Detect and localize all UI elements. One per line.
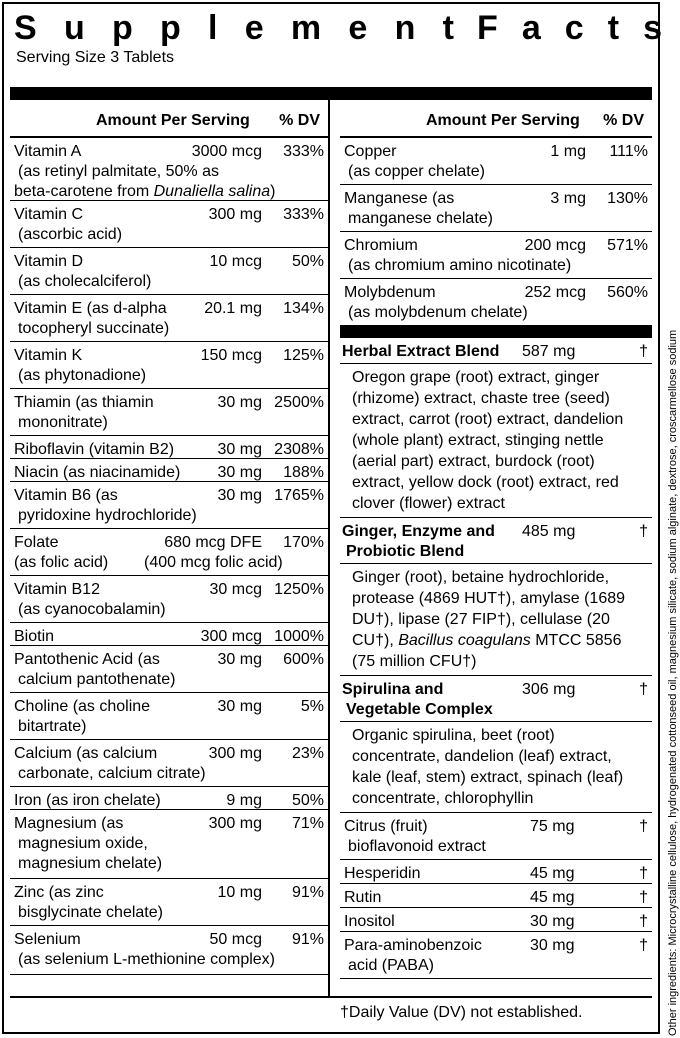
amount-header: Amount Per Serving	[426, 112, 580, 129]
ingredient-amount: 30 mg	[530, 937, 575, 954]
title-letter: m	[290, 9, 322, 47]
nutrient-source	[14, 182, 275, 202]
nutrient-source: carbonate, calcium citrate)	[18, 765, 206, 782]
nutrient-name: Biotin	[14, 628, 55, 645]
bottom-rule	[10, 996, 652, 998]
nutrient-name: Selenium	[14, 931, 81, 948]
ingredient-row	[340, 884, 652, 908]
ingredient-row	[340, 908, 652, 932]
nutrient-name: Manganese (as	[344, 190, 455, 207]
nutrient-dv: 1000%	[274, 628, 324, 645]
ingredient-line: (rhizome) extract, chaste tree (seed)	[352, 390, 610, 407]
nutrient-source: (as copper chelate)	[348, 163, 485, 180]
nutrient-name: Vitamin B12	[14, 581, 100, 598]
title-letter: c	[564, 9, 584, 47]
dv-header: % DV	[279, 112, 320, 129]
nutrient-amount: 300 mg	[208, 815, 262, 832]
nutrient-amount: 30 mg	[217, 394, 262, 411]
other-ingredients: Other ingredients: Microcrystalline cellulose, hydrogenated cottonseed oil, magnesium silicate, sodium alginate, dextrose, croscarmellose sodium	[667, 329, 679, 1036]
nutrient-dv: 571%	[607, 237, 648, 254]
nutrient-source: manganese chelate)	[348, 210, 493, 227]
nutrient-dv: 188%	[283, 464, 324, 481]
nutrient-row	[10, 138, 328, 201]
nutrient-amount: 9 mg	[226, 792, 262, 809]
blend-dv: †	[639, 681, 648, 698]
nutrient-amount: 300 mg	[208, 206, 262, 223]
blend-dv: †	[639, 343, 648, 360]
nutrient-dv: 134%	[283, 300, 324, 317]
left-column	[10, 100, 330, 998]
ingredient-name: Citrus (fruit)	[344, 818, 428, 835]
nutrient-name: Copper	[344, 143, 397, 160]
ingredient-line: concentrate, chlorophyllin	[352, 790, 534, 807]
nutrient-dv: 50%	[291, 253, 324, 270]
footnote: †Daily Value (DV) not established.	[340, 1004, 583, 1021]
title-word-1	[14, 8, 454, 48]
dv-header: % DV	[603, 112, 644, 129]
title-letter: S	[14, 9, 37, 47]
title-letter: t	[607, 9, 620, 47]
title-letter: e	[348, 9, 368, 47]
nutrient-dv: 1250%	[274, 581, 324, 598]
blend-ingredients	[340, 564, 652, 676]
ingredient-line: (whole plant) extract, stinging nettle	[352, 432, 604, 449]
ingredient-text: CU†),	[352, 632, 399, 649]
ingredient-line	[352, 630, 652, 651]
nutrient-dv: 71%	[291, 815, 324, 832]
title-letter: n	[394, 9, 416, 47]
nutrient-row	[10, 389, 328, 436]
panel-title	[14, 8, 662, 48]
nutrient-dv: 23%	[291, 745, 324, 762]
nutrient-row	[10, 926, 328, 975]
nutrient-name: Iron (as iron chelate)	[14, 792, 161, 809]
ingredient-dv: †	[639, 865, 648, 882]
nutrient-row	[10, 646, 328, 693]
nutrient-amount: 30 mg	[217, 441, 262, 458]
nutrient-dv: 560%	[607, 284, 648, 301]
nutrient-source-detail: (400 mcg folic acid)	[144, 554, 283, 571]
ingredient-text: MTCC 5856	[530, 632, 622, 649]
nutrient-name: Pantothenic Acid (as	[14, 651, 160, 668]
nutrient-row	[10, 459, 328, 482]
nutrient-amount: 30 mcg	[209, 581, 262, 598]
nutrient-source: (as phytonadione)	[18, 367, 147, 384]
nutrient-row	[340, 185, 652, 232]
nutrient-amount: 50 mcg	[209, 931, 262, 948]
nutrient-name: Vitamin E (as d-alpha	[14, 300, 167, 317]
blend-header	[340, 676, 652, 722]
nutrient-dv: 91%	[291, 931, 324, 948]
blend-header	[340, 338, 652, 364]
nutrient-name: Riboflavin (vitamin B2)	[14, 441, 175, 458]
left-column-header	[10, 100, 328, 138]
nutrient-amount: 150 mcg	[200, 347, 262, 364]
nutrient-row	[340, 279, 652, 326]
ingredient-name: Rutin	[344, 889, 382, 906]
nutrient-amount: 3 mg	[550, 190, 586, 207]
nutrient-source: (as cholecalciferol)	[18, 273, 152, 290]
serving-size: Serving Size 3 Tablets	[16, 49, 175, 66]
nutrient-source: magnesium chelate)	[18, 855, 163, 872]
nutrient-name: Vitamin B6 (as	[14, 487, 118, 504]
blend-name: Vegetable Complex	[346, 701, 493, 718]
top-rule	[10, 87, 652, 100]
nutrient-row	[10, 623, 328, 646]
nutrient-amount: 300 mcg	[200, 628, 262, 645]
ingredient-row	[340, 932, 652, 979]
ingredient-amount: 45 mg	[530, 889, 575, 906]
ingredient-row	[340, 860, 652, 884]
title-letter: e	[244, 9, 264, 47]
blend-amount: 485 mg	[522, 523, 576, 540]
nutrient-source: (ascorbic acid)	[18, 226, 123, 243]
blend-ingredients	[340, 364, 652, 518]
ingredient-source: acid (PABA)	[348, 957, 434, 974]
nutrient-name: Molybdenum	[344, 284, 436, 301]
title-letter: s	[643, 9, 662, 47]
title-letter: l	[208, 9, 218, 47]
nutrient-source: (as chromium amino nicotinate)	[348, 257, 572, 274]
ingredient-line: Ginger (root), betaine hydrochloride,	[352, 569, 610, 586]
nutrient-amount: 30 mg	[217, 487, 262, 504]
title-letter: F	[477, 9, 498, 47]
nutrient-source: (as molybdenum chelate)	[348, 304, 528, 321]
ingredient-line: extract, carrot (root) extract, dandelion	[352, 411, 624, 428]
ingredient-line: Oregon grape (root) extract, ginger	[352, 369, 600, 386]
blend-header	[340, 518, 652, 564]
nutrient-amount: 10 mcg	[209, 253, 262, 270]
nutrient-name: Vitamin A	[14, 143, 82, 160]
nutrient-dv: 111%	[609, 143, 648, 160]
nutrient-row	[10, 342, 328, 389]
nutrient-row	[10, 576, 328, 623]
nutrient-amount: 30 mg	[217, 464, 262, 481]
nutrient-name: Folate	[14, 534, 59, 551]
nutrient-dv: 1765%	[274, 487, 324, 504]
nutrient-row	[10, 787, 328, 810]
title-word-2	[477, 8, 662, 48]
nutrient-dv: 170%	[283, 534, 324, 551]
nutrient-row	[10, 879, 328, 926]
nutrient-source: magnesium oxide,	[18, 835, 148, 852]
nutrient-dv: 2500%	[274, 394, 324, 411]
nutrient-row	[10, 810, 328, 879]
nutrient-name: Vitamin D	[14, 253, 84, 270]
nutrient-source: (as retinyl palmitate, 50% as	[18, 163, 219, 180]
nutrient-amount: 200 mcg	[524, 237, 586, 254]
nutrient-amount: 680 mcg DFE	[164, 534, 262, 551]
nutrient-source: (as selenium L-methionine complex)	[18, 951, 275, 968]
nutrient-amount: 10 mg	[217, 884, 262, 901]
ingredient-line: protease (4869 HUT†), amylase (1689	[352, 590, 626, 607]
nutrient-name: Chromium	[344, 237, 418, 254]
blend-separator-bar	[340, 326, 652, 338]
blend-name: Probiotic Blend	[346, 543, 465, 560]
ingredient-name: Inositol	[344, 913, 395, 930]
nutrient-row	[10, 482, 328, 529]
nutrient-source: (as folic acid)	[14, 554, 109, 571]
ingredient-line: clover (flower) extract	[352, 495, 505, 512]
ingredient-dv: †	[639, 937, 648, 954]
nutrient-source: bisglycinate chelate)	[18, 904, 163, 921]
nutrient-row	[10, 436, 328, 459]
ingredient-line: Organic spirulina, beet (root)	[352, 727, 555, 744]
title-letter: u	[63, 9, 85, 47]
nutrient-name: Zinc (as zinc	[14, 884, 104, 901]
title-letter: a	[521, 9, 541, 47]
nutrient-row	[10, 201, 328, 248]
blend-ingredients	[340, 722, 652, 813]
nutrient-row	[340, 138, 652, 185]
nutrient-name: Calcium (as calcium	[14, 745, 158, 762]
ingredient-name: Hesperidin	[344, 865, 421, 882]
nutrient-dv: 125%	[283, 347, 324, 364]
blend-name: Herbal Extract Blend	[342, 343, 500, 360]
nutrient-dv: 5%	[300, 698, 324, 715]
nutrient-amount: 300 mg	[208, 745, 262, 762]
nutrient-row	[340, 232, 652, 279]
ingredient-dv: †	[639, 818, 648, 835]
nutrient-amount: 1 mg	[550, 143, 586, 160]
species-name: Dunaliella salina	[153, 183, 271, 200]
nutrient-dv: 50%	[291, 792, 324, 809]
nutrient-dv: 333%	[283, 206, 324, 223]
nutrient-source: tocopheryl succinate)	[18, 320, 170, 337]
nutrient-dv: 91%	[291, 884, 324, 901]
ingredient-line: DU†), lipase (27 FIP†), cellulase (20	[352, 611, 610, 628]
nutrient-name: Vitamin K	[14, 347, 83, 364]
nutrient-row	[10, 295, 328, 342]
nutrient-source: pyridoxine hydrochloride)	[18, 507, 197, 524]
nutrient-name: Vitamin C	[14, 206, 84, 223]
blend-amount: 587 mg	[522, 343, 576, 360]
nutrient-dv: 130%	[607, 190, 648, 207]
nutrient-name: Choline (as choline	[14, 698, 151, 715]
nutrient-source: calcium pantothenate)	[18, 671, 176, 688]
nutrient-amount: 30 mg	[217, 698, 262, 715]
ingredient-dv: †	[639, 889, 648, 906]
ingredient-line: extract, yellow dock (root) extract, red	[352, 474, 619, 491]
ingredient-row	[340, 813, 652, 860]
nutrient-dv: 2308%	[274, 441, 324, 458]
nutrient-source: (as cyanocobalamin)	[18, 601, 166, 618]
blend-name: Ginger, Enzyme and	[342, 523, 495, 540]
ingredient-source: bioflavonoid extract	[348, 838, 486, 855]
ingredient-amount: 45 mg	[530, 865, 575, 882]
ingredient-line: (aerial part) extract, burdock (root)	[352, 453, 595, 470]
nutrient-dv: 333%	[283, 143, 324, 160]
blend-dv: †	[639, 523, 648, 540]
ingredient-line: (75 million CFU†)	[352, 653, 477, 670]
ingredient-line: concentrate, dandelion (leaf) extract,	[352, 748, 612, 765]
nutrient-amount: 252 mcg	[524, 284, 586, 301]
title-letter: t	[442, 9, 454, 47]
blend-amount: 306 mg	[522, 681, 576, 698]
ingredient-amount: 30 mg	[530, 913, 575, 930]
nutrient-row	[10, 529, 328, 576]
right-column-header	[340, 100, 652, 138]
nutrient-source: mononitrate)	[18, 414, 108, 431]
title-letter: p	[111, 9, 133, 47]
nutrient-row	[10, 248, 328, 295]
nutrient-name: Magnesium (as	[14, 815, 124, 832]
ingredient-line: kale (leaf, stem) extract, spinach (leaf)	[352, 769, 624, 786]
nutrient-source: bitartrate)	[18, 718, 87, 735]
right-column	[340, 100, 652, 979]
title-letter: p	[160, 9, 181, 47]
nutrient-amount: 30 mg	[217, 651, 262, 668]
nutrient-dv: 600%	[283, 651, 324, 668]
species-name: Bacillus coagulans	[398, 632, 531, 649]
ingredient-dv: †	[639, 913, 648, 930]
ingredient-name: Para-aminobenzoic	[344, 937, 482, 954]
nutrient-row	[10, 740, 328, 787]
nutrient-amount: 20.1 mg	[204, 300, 262, 317]
ingredient-amount: 75 mg	[530, 818, 575, 835]
amount-header: Amount Per Serving	[96, 112, 250, 129]
blend-name: Spirulina and	[342, 681, 444, 698]
nutrient-row	[10, 693, 328, 740]
nutrient-name: Niacin (as niacinamide)	[14, 464, 181, 481]
source-text: )	[270, 183, 276, 200]
source-text: beta-carotene from	[14, 183, 154, 200]
nutrient-name: Thiamin (as thiamin	[14, 394, 154, 411]
nutrient-amount: 3000 mcg	[191, 143, 262, 160]
